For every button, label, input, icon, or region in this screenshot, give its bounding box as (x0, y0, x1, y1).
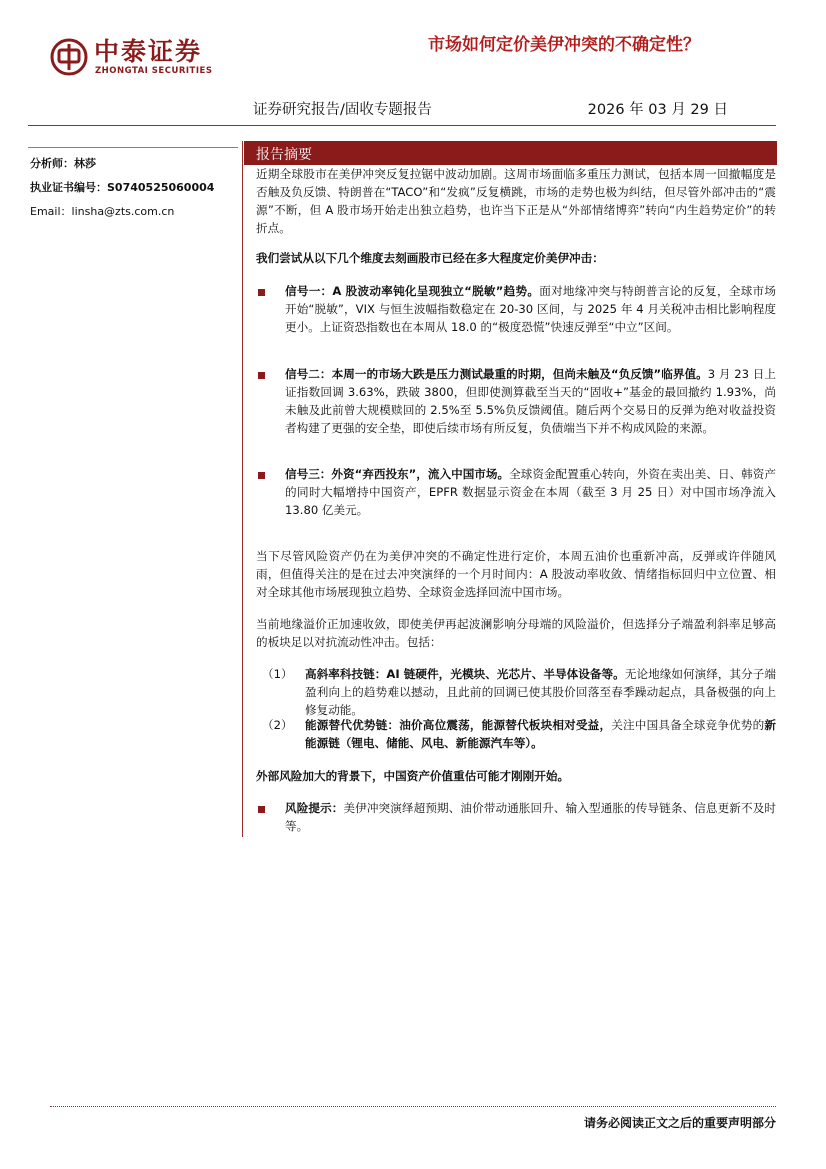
bullet-square-icon (258, 289, 265, 296)
bullet-square-icon (258, 806, 265, 813)
numbered-item (305, 665, 776, 719)
risk-title: 风险提示： (285, 801, 344, 815)
lead-sentence: 我们尝试从以下几个维度去刻画股市已经在多大程度定价美伊冲击： (256, 251, 604, 265)
bullet-square-icon (258, 372, 265, 379)
intro-paragraph: 近期全球股市在美伊冲突反复拉锯中波动加剧。这周市场面临多重压力测试，包括本周一回撤幅度是否触及负反馈、特朗普在“TACO”和“发疯”反复横跳，市场的走势也极为纠结，但尽管外部冲击的“震源”不断，但 A 股市场开始走出独立趋势，也许当下正是从“外部情绪博弈”转向“内生趋势定价”的转折点。 (256, 167, 776, 235)
summary-left-border (242, 141, 243, 837)
paragraph-3: 当前地缘溢价正加速收敛，即使美伊再起波澜影响分母端的风险溢价，但选择分子端盈利斜率足够高的板块足以对抗流动性冲击。包括： (256, 617, 776, 649)
header-divider (28, 125, 776, 126)
report-type: 证券研究报告/固收专题报告 (253, 102, 432, 118)
item-title: 能源替代优势链：油价高位震荡，能源替代板块相对受益， (305, 718, 612, 732)
cert-line (30, 179, 214, 195)
analyst-line (30, 155, 96, 171)
email-address[interactable]: linsha@zts.com.cn (71, 205, 175, 218)
bullet-square-icon (258, 472, 265, 479)
signal-title: 信号二：本周一的市场大跌是压力测试最重的时期，但尚未触及“负反馈”临界值。 (285, 367, 708, 381)
report-date: 2026 年 03 月 29 日 (587, 102, 728, 118)
brand-logo (50, 38, 220, 78)
summary-header-bar (244, 141, 777, 165)
analyst-name: 林莎 (74, 157, 96, 170)
signal-title: 信号一：A 股波动率钝化呈现独立“脱敏”趋势。 (285, 284, 540, 298)
report-title: 市场如何定价美伊冲突的不确定性？ (428, 35, 700, 55)
risk-warning (285, 799, 776, 835)
brand-name-cn: 中泰证券 (94, 37, 203, 66)
summary-heading: 报告摘要 (256, 147, 312, 163)
signal-title: 信号三：外资“弃西投东”，流入中国市场。 (285, 467, 510, 481)
paragraph-2: 当下尽管风险资产仍在为美伊冲突的不确定性进行定价，本周五油价也重新冲高，反弹或许伴随风雨，但值得关注的是在过去冲突演绎的一个月时间内：A 股波动率收敛、情绪指标回归中立位置、相对全球其他市场展现独立趋势、全球资金选择回流中国市场。 (256, 549, 776, 599)
signal-body: 全球资金配置重心转向，外资在卖出美、日、韩资产的同时大幅增持中国资产，EPFR 数据显示资金在本周（截至 3 月 25 日）对中国市场净流入 13.80 亿美元。 (285, 467, 776, 517)
analyst-label: 分析师： (30, 157, 74, 170)
signal-item (285, 282, 776, 336)
brand-name-en: ZHONGTAI SECURITIES (95, 66, 213, 76)
signal-item (285, 465, 776, 519)
cert-label: 执业证书编号： (30, 181, 107, 194)
item-body: 关注中国具备全球竞争优势的 (611, 718, 765, 732)
item-number: （1） (262, 667, 293, 681)
email-label: Email： (30, 205, 72, 218)
signal-item (285, 365, 776, 437)
numbered-item (305, 716, 776, 752)
logo-mark-icon (50, 38, 88, 76)
risk-body: 美伊冲突演绎超预期、油价带动通胀回升、输入型通胀的传导链条、信息更新不及时等。 (285, 801, 776, 833)
email-line (30, 203, 174, 219)
conclusion-sentence: 外部风险加大的背景下，中国资产价值重估可能才刚刚开始。 (256, 769, 570, 783)
item-title: 高斜率科技链：AI 链硬件，光模块、光芯片、半导体设备等。 (305, 667, 625, 681)
item-number: （2） (262, 718, 293, 732)
item-body: 无论地缘如何演绎，其分子端盈利向上的趋势难以撼动，且此前的回调已使其股价回落至春季躁动起点，具备极强的向上修复动能。 (305, 667, 776, 717)
footer-divider (50, 1106, 776, 1107)
signal-body: 3 月 23 日上证指数回调 3.63%，跌破 3800，但即使测算截至当天的“固收+”基金的最回撤约 1.93%，尚未触及此前曾大规模赎回的 2.5%至 5.5%负反馈阈值。随后两个交易日的反弹为绝对收益投资者构建了更强的安全垫，即使后续市场有所反复，负债端当下并不构成风险的来源。 (285, 367, 777, 435)
footer-disclaimer: 请务必阅读正文之后的重要声明部分 (583, 1116, 776, 1130)
item-body-emphasis: 新能源链（锂电、储能、风电、新能源汽车等）。 (305, 718, 776, 750)
cert-number: S0740525060004 (107, 181, 215, 194)
signal-body: 面对地缘冲突与特朗普言论的反复，全球市场开始“脱敏”，VIX 与恒生波幅指数稳定在 20-30 区间，与 2025 年 4 月关税冲击相比影响程度更小。上证资恐指数也在本周从 18.0 的“极度恐慌”快速反弹至“中立”区间。 (285, 284, 776, 334)
sidebar-divider (28, 147, 238, 148)
